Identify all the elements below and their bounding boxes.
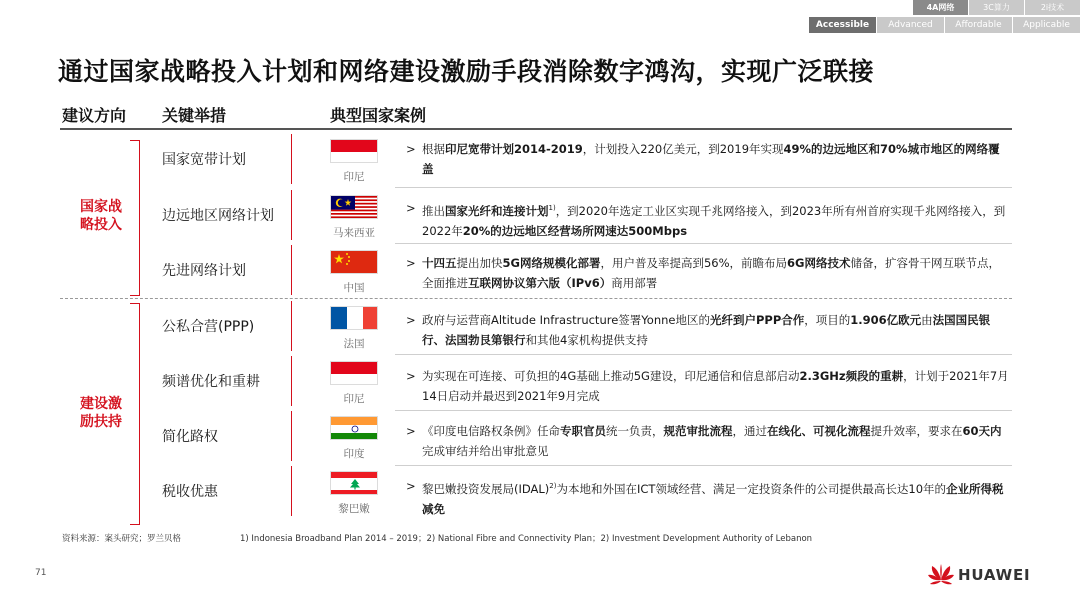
case-text-bold: 印尼宽带计划2014-2019 bbox=[445, 142, 583, 156]
case-text-bold: 十四五 bbox=[422, 256, 457, 270]
country-label: 黎巴嫩 bbox=[338, 503, 370, 515]
case-desc-france bbox=[406, 310, 1010, 350]
case-text-bold: 60天内 bbox=[962, 424, 1002, 438]
bullet-arrow-icon: > bbox=[406, 479, 416, 493]
header-divider bbox=[60, 128, 1012, 130]
header-cases: 典型国家案例 bbox=[330, 106, 427, 125]
case-text-bold: 国家光纤和连接计划 bbox=[445, 203, 549, 218]
measure-spectrum bbox=[152, 356, 292, 406]
bullet-arrow-icon: > bbox=[406, 313, 416, 327]
brand-name: HUAWEI bbox=[958, 566, 1031, 584]
case-text-bold: 20%的边远地区经营场所网速达500Mbps bbox=[462, 223, 688, 238]
direction-label-line: 略投入 bbox=[80, 217, 122, 233]
country-label: 印尼 bbox=[343, 171, 365, 183]
case-text-segment: 商用部署 bbox=[611, 276, 658, 290]
case-text-segment: 推出 bbox=[422, 203, 445, 218]
case-text-segment: 提升效率，要求在 bbox=[870, 424, 963, 438]
row-divider bbox=[395, 243, 1012, 244]
case-text bbox=[422, 476, 1010, 519]
case-text-bold: 5G网络规模化部署 bbox=[502, 256, 601, 270]
bullet-arrow-icon: > bbox=[406, 201, 416, 215]
case-text bbox=[422, 198, 1010, 241]
case-text-bold: 专职官员 bbox=[560, 424, 606, 438]
direction-label-line: 国家战 bbox=[80, 199, 122, 215]
case-text-bold: 光纤到户PPP合作 bbox=[709, 313, 805, 327]
case-text-segment: 为本地和外国在ICT领域经营、满足一定投资条件的公司提供最高长达10年的 bbox=[556, 481, 947, 496]
page-title: 通过国家战略投入计划和网络建设激励手段消除数字鸿沟，实现广泛联接 bbox=[58, 57, 875, 86]
case-text bbox=[422, 421, 1010, 461]
case-text bbox=[422, 310, 1010, 350]
china-flag-icon bbox=[330, 250, 378, 274]
bullet-arrow-icon: > bbox=[406, 369, 416, 383]
india-flag-icon bbox=[330, 416, 378, 440]
page-number: 71 bbox=[35, 568, 47, 578]
case-text-bold: 规范审批流程 bbox=[663, 424, 733, 438]
case-text-segment: ，通过 bbox=[732, 424, 767, 438]
tab-4a-network[interactable]: 4A网络 bbox=[913, 0, 968, 15]
direction-national-investment bbox=[68, 198, 134, 234]
case-text bbox=[422, 139, 1010, 179]
case-desc-indonesia-spectrum bbox=[406, 366, 1010, 406]
case-desc-china bbox=[406, 253, 1010, 293]
case-text-bold: 49%的边远地区和70%城市地区的网络覆盖 bbox=[422, 142, 1000, 176]
tab-accessible[interactable]: Accessible bbox=[809, 17, 876, 33]
bullet-arrow-icon: > bbox=[406, 256, 416, 270]
malaysia-flag-icon bbox=[330, 195, 378, 219]
case-text-segment: 为实现在可连接、可负担的4G基础上推动5G建设，印尼通信和信息部启动 bbox=[422, 369, 800, 383]
case-text-segment: ，计划投入220亿美元，到2019年实现 bbox=[582, 142, 784, 156]
measure-tax bbox=[152, 466, 292, 516]
case-text-segment: 和其他4家机构提供支持 bbox=[525, 333, 648, 347]
case-text-bold: 企业所得税减免 bbox=[422, 481, 1004, 516]
case-text-segment: 统一负责， bbox=[606, 424, 664, 438]
case-desc-indonesia-broadband bbox=[406, 139, 1010, 179]
measure-advanced-network bbox=[152, 245, 292, 295]
measure-label: 公私合营(PPP) bbox=[162, 319, 255, 335]
tab-2i-tech[interactable]: 2i技术 bbox=[1025, 0, 1080, 15]
measure-label: 频谱优化和重耕 bbox=[162, 374, 260, 390]
direction-build-incentive bbox=[68, 395, 134, 431]
case-text bbox=[422, 366, 1010, 406]
case-text-bold: 1.906亿欧元 bbox=[850, 313, 922, 327]
footer-notes: 1) Indonesia Broadband Plan 2014 – 2019；2) National Fibre and Connectivity Plan；2) Investment Development Authority of Lebanon bbox=[240, 534, 813, 544]
measure-right-of-way bbox=[152, 411, 292, 461]
case-text-segment: 黎巴嫩投资发展局(IDAL) bbox=[422, 481, 550, 496]
measure-label: 简化路权 bbox=[162, 429, 218, 445]
row-divider bbox=[395, 187, 1012, 188]
case-text-segment: 《印度电信路权条例》任命 bbox=[422, 424, 560, 438]
case-text-segment: 提出加快 bbox=[456, 256, 503, 270]
country-label: 马来西亚 bbox=[333, 227, 375, 239]
row-divider bbox=[395, 410, 1012, 411]
case-text-bold: 在线化、可视化流程 bbox=[767, 424, 871, 438]
tab-affordable[interactable]: Affordable bbox=[945, 17, 1012, 33]
group-divider bbox=[60, 298, 1012, 299]
tab-advanced[interactable]: Advanced bbox=[877, 17, 944, 33]
country-label: 印尼 bbox=[343, 393, 365, 405]
case-text-segment: 政府与运营商Altitude Infrastructure签署Yonne地区的 bbox=[422, 313, 710, 327]
case-desc-lebanon bbox=[406, 476, 1010, 519]
case-desc-malaysia bbox=[406, 198, 1010, 241]
case-text-bold: 2.3GHz频段的重耕 bbox=[799, 369, 904, 383]
country-label: 法国 bbox=[343, 338, 365, 350]
case-text-bold: 法国国民银行、法国勃艮第银行 bbox=[422, 313, 991, 347]
top-tab-bar bbox=[912, 0, 1080, 15]
case-text-segment: 2) bbox=[549, 482, 557, 490]
case-text-segment: ，到2020年选定工业区实现千兆网络接入，到2023年所有州首府实现千兆网络接入，到2022年 bbox=[422, 203, 1006, 238]
case-desc-india bbox=[406, 421, 1010, 461]
case-text-segment: 由 bbox=[921, 313, 933, 327]
measure-label: 先进网络计划 bbox=[162, 263, 246, 279]
case-text-segment: 完成审结并给出审批意见 bbox=[422, 444, 549, 458]
measure-broadband-plan bbox=[152, 134, 292, 184]
case-text-segment: 储备，扩容骨干网互联节点，全面推进 bbox=[422, 256, 1000, 290]
country-label: 印度 bbox=[343, 448, 365, 460]
measure-label: 国家宽带计划 bbox=[162, 152, 246, 168]
indonesia-flag-icon bbox=[330, 361, 378, 385]
lebanon-flag-icon bbox=[330, 471, 378, 495]
tab-applicable[interactable]: Applicable bbox=[1013, 17, 1080, 33]
case-text-segment: ，计划于2021年7月14日启动并最迟到2021年9月完成 bbox=[422, 369, 1009, 403]
row-divider bbox=[395, 354, 1012, 355]
measure-remote-network bbox=[152, 190, 292, 240]
case-text-bold: 互联网协议第六版（IPv6） bbox=[468, 276, 612, 290]
bullet-arrow-icon: > bbox=[406, 142, 416, 156]
measure-ppp bbox=[152, 301, 292, 351]
indonesia-flag-icon bbox=[330, 139, 378, 163]
case-text bbox=[422, 253, 1010, 293]
case-text-segment: ，项目的 bbox=[804, 313, 851, 327]
case-text-segment: ，用户普及率提高到56%，前瞻布局 bbox=[600, 256, 788, 270]
footer-source: 资料来源：案头研究；罗兰贝格 bbox=[62, 534, 182, 544]
measure-label: 税收优惠 bbox=[162, 484, 218, 500]
case-text-bold: 6G网络技术 bbox=[787, 256, 851, 270]
tab-3c-compute[interactable]: 3C算力 bbox=[969, 0, 1024, 15]
case-text-segment: 1) bbox=[548, 204, 556, 212]
header-measures: 关键举措 bbox=[162, 106, 227, 125]
direction-label-line: 励扶持 bbox=[80, 414, 122, 430]
header-direction: 建议方向 bbox=[62, 106, 127, 125]
measure-label: 边远地区网络计划 bbox=[162, 208, 274, 224]
case-text-segment: 根据 bbox=[422, 142, 445, 156]
france-flag-icon bbox=[330, 306, 378, 330]
row-divider bbox=[395, 465, 1012, 466]
sub-tab-bar bbox=[808, 17, 1080, 33]
direction-label-line: 建设激 bbox=[80, 396, 122, 412]
bullet-arrow-icon: > bbox=[406, 424, 416, 438]
country-label: 中国 bbox=[343, 282, 365, 294]
